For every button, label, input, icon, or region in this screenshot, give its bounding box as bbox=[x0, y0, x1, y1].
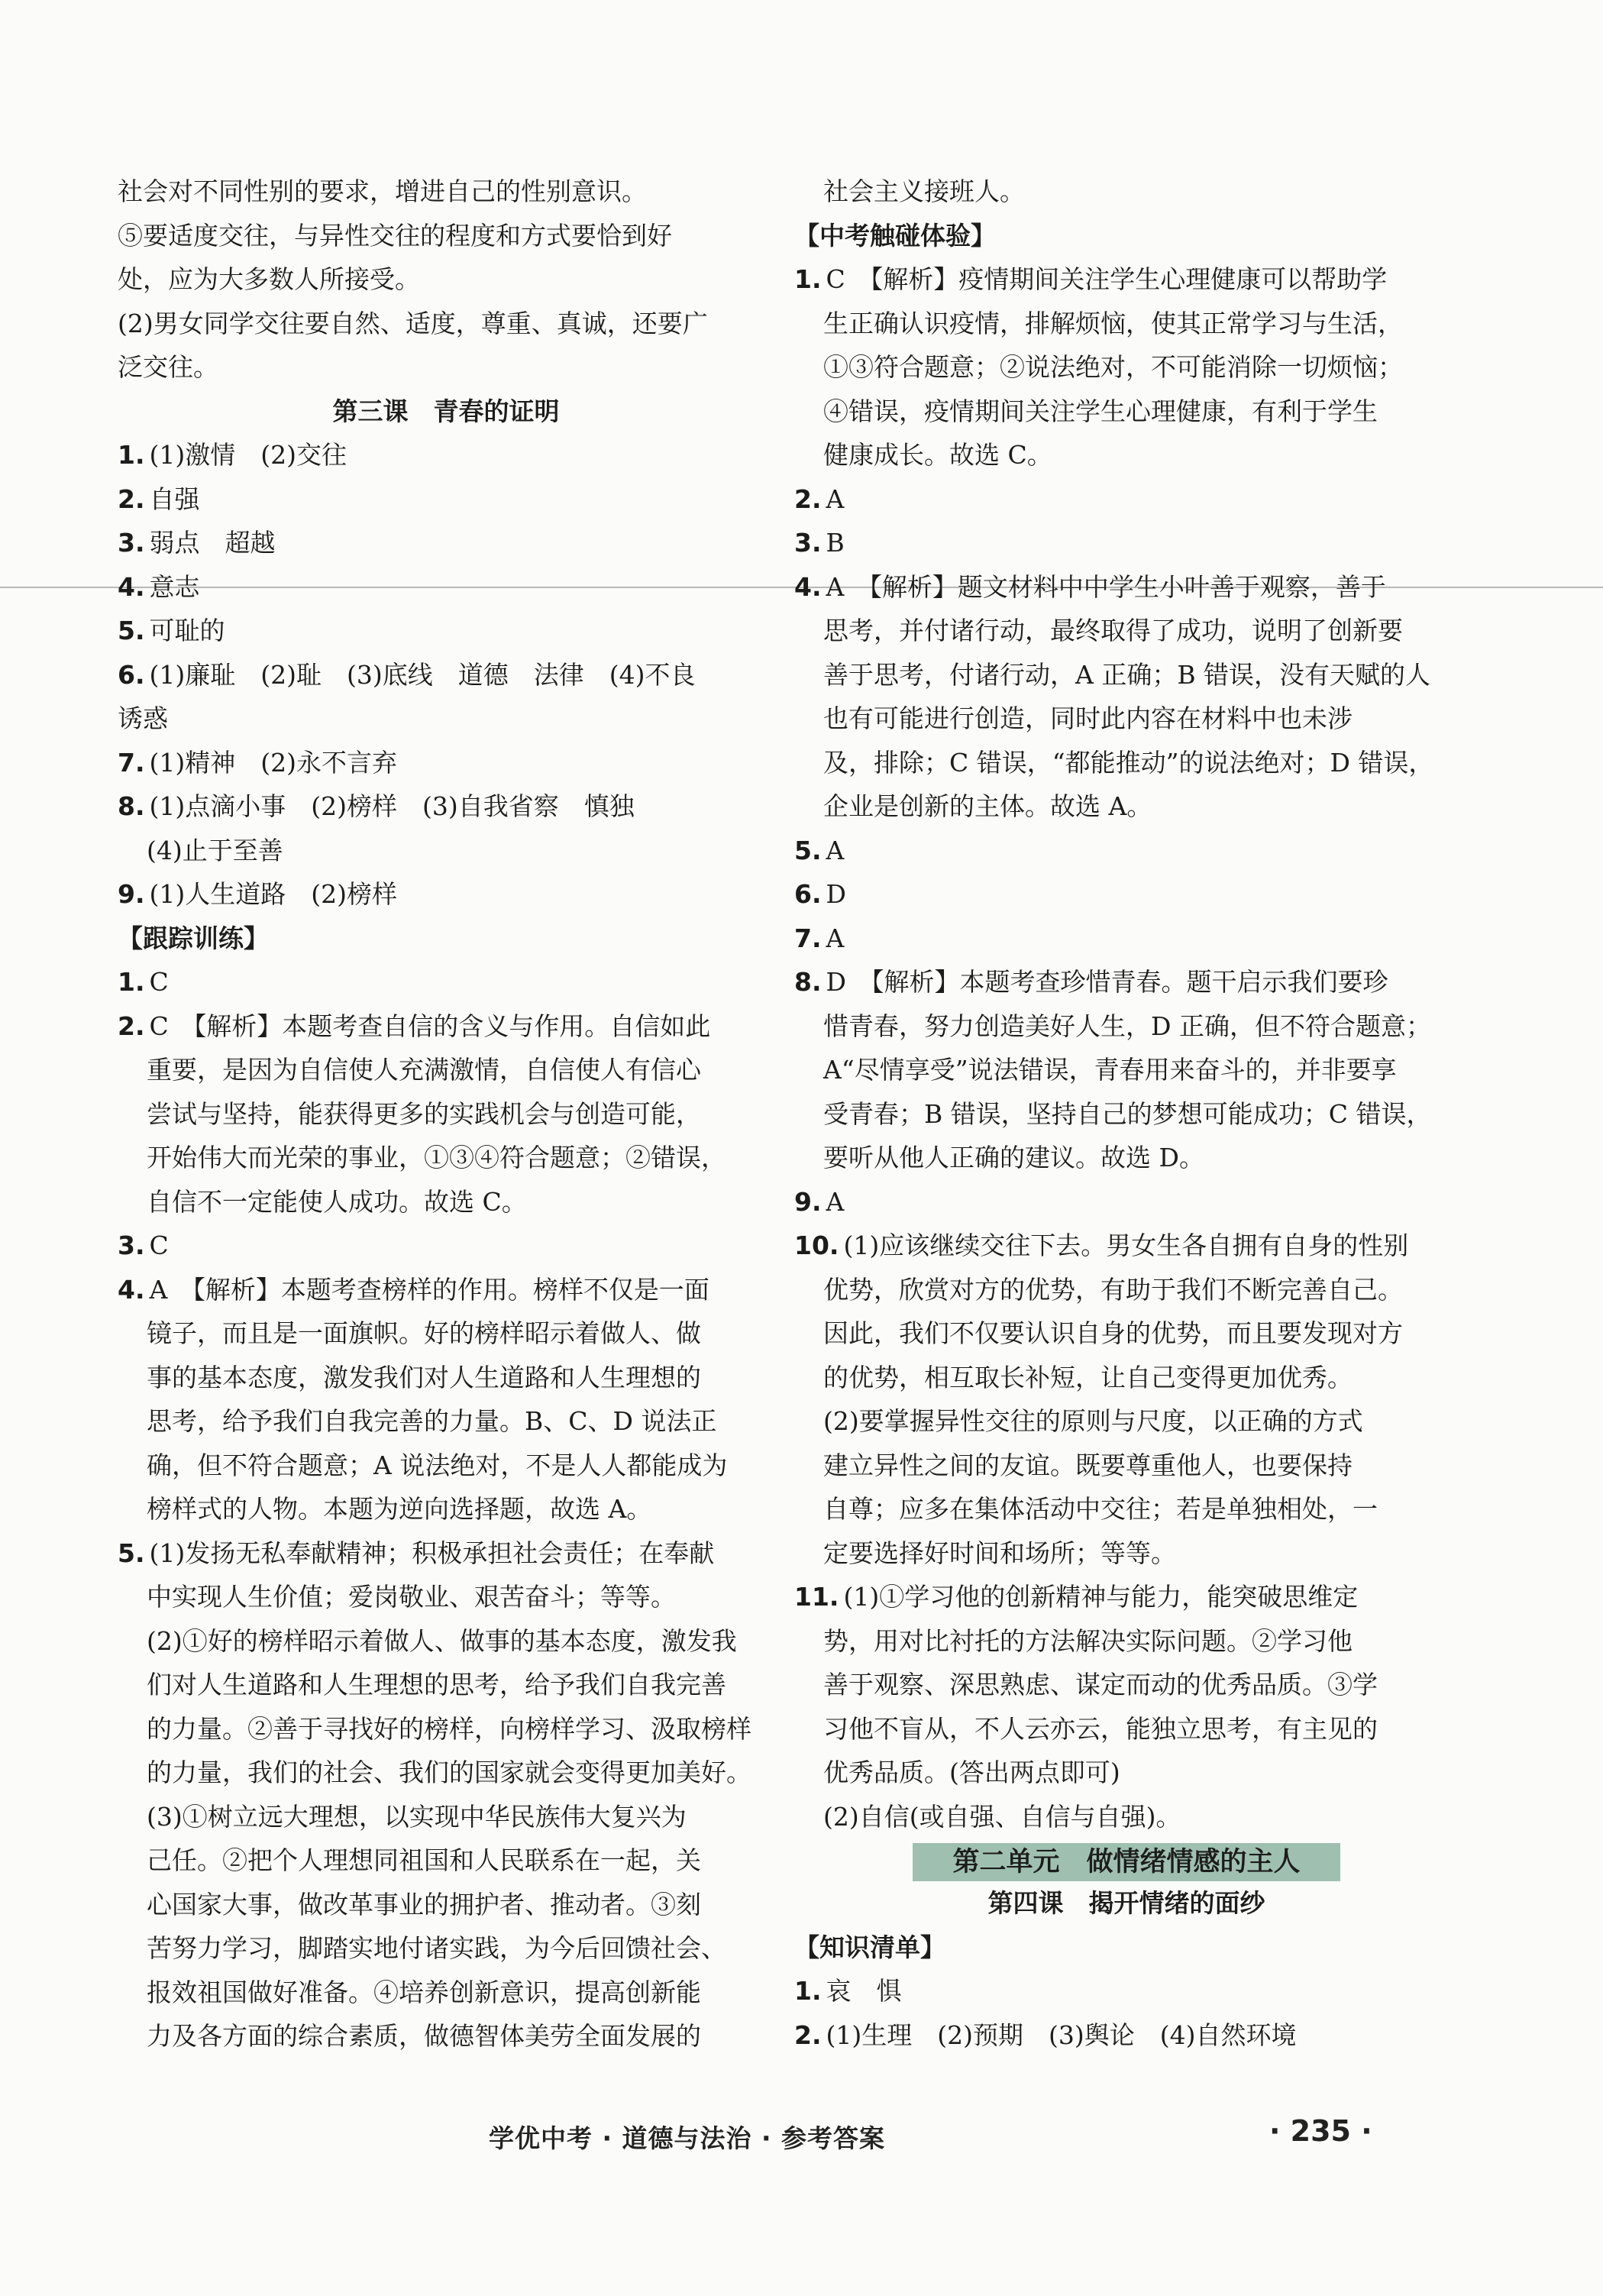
answer-item bbox=[794, 917, 1459, 961]
item-text: A bbox=[826, 835, 845, 865]
item-text: 中实现人生价值；爱岗敬业、艰苦奋斗；等等。 bbox=[147, 1582, 676, 1612]
answer-continuation bbox=[118, 1399, 774, 1444]
answer-continuation bbox=[794, 1136, 1459, 1180]
item-number: 1. bbox=[118, 440, 145, 470]
answer-item bbox=[118, 433, 774, 477]
answer-continuation bbox=[794, 784, 1459, 829]
item-text: 受青春；B 错误，坚持自己的梦想可能成功；C 错误， bbox=[823, 1098, 1432, 1129]
item-text: 自强 bbox=[149, 483, 200, 514]
item-text: 事的基本态度，激发我们对人生道路和人生理想的 bbox=[147, 1362, 701, 1392]
item-text: ④错误，疫情期间关注学生心理健康，有利于学生 bbox=[823, 396, 1378, 426]
answer-continuation bbox=[118, 1487, 774, 1531]
answer-continuation bbox=[118, 1356, 774, 1400]
item-text: (2)自信(或自强、自信与自强)。 bbox=[823, 1801, 1181, 1832]
item-text: A bbox=[826, 923, 845, 953]
answer-continuation bbox=[794, 1707, 1459, 1751]
answer-item bbox=[794, 1575, 1459, 1619]
answer-continuation bbox=[118, 1048, 774, 1092]
item-text: C bbox=[149, 967, 169, 997]
answer-continuation bbox=[118, 1092, 774, 1137]
intro-line: 社会主义接班人。 bbox=[823, 176, 1025, 206]
item-text: 们对人生道路和人生理想的思考，给予我们自我完善 bbox=[147, 1670, 726, 1699]
answer-continuation bbox=[794, 1619, 1459, 1664]
item-number: 8. bbox=[794, 967, 822, 997]
answer-continuation bbox=[118, 1311, 774, 1356]
answer-continuation bbox=[118, 1795, 774, 1839]
item-number: 9. bbox=[794, 1186, 822, 1217]
answer-continuation bbox=[794, 433, 1459, 477]
answer-continuation bbox=[118, 1838, 774, 1883]
item-number: 6. bbox=[118, 659, 145, 690]
answer-item bbox=[118, 1531, 774, 1576]
answer-continuation bbox=[794, 1487, 1459, 1531]
item-text: (1)发扬无私奉献精神；积极承担社会责任；在奉献 bbox=[149, 1538, 715, 1568]
answer-item bbox=[118, 521, 774, 565]
item-text: (2)要掌握异性交往的原则与尺度，以正确的方式 bbox=[823, 1406, 1363, 1436]
item-text: 确，但不符合题意；A 说法绝对，不是人人都能成为 bbox=[147, 1450, 728, 1480]
item-text: 苦努力学习，脚踏实地付诸实践，为今后回馈社会、 bbox=[147, 1933, 726, 1963]
item-text: 定要选择好时间和场所；等等。 bbox=[823, 1538, 1176, 1568]
answer-item bbox=[794, 477, 1459, 522]
answer-continuation bbox=[118, 1751, 774, 1795]
answer-item bbox=[794, 829, 1459, 873]
answer-item bbox=[794, 1224, 1459, 1268]
item-text: (4)止于至善 bbox=[147, 835, 283, 865]
answer-continuation bbox=[794, 1399, 1459, 1444]
item-text: 因此，我们不仅要认识自身的优势，而且要发现对方 bbox=[823, 1318, 1403, 1348]
answer-item bbox=[118, 741, 774, 785]
item-text: 镜子，而且是一面旗帜。好的榜样昭示着做人、做 bbox=[147, 1318, 701, 1348]
unit-title-banner: 第二单元 做情绪情感的主人 bbox=[913, 1843, 1340, 1881]
answer-continuation bbox=[118, 1971, 774, 2015]
item-text: C 【解析】疫情期间关注学生心理健康可以帮助学 bbox=[826, 264, 1388, 294]
answer-continuation bbox=[118, 1883, 774, 1927]
item-number: 2. bbox=[794, 483, 822, 514]
item-text: ①③符合题意；②说法绝对，不可能消除一切烦恼； bbox=[823, 352, 1403, 382]
answer-continuation bbox=[794, 741, 1459, 785]
answer-item bbox=[118, 960, 774, 1004]
item-number: 7. bbox=[118, 747, 145, 778]
answer-item bbox=[118, 609, 774, 653]
item-text: 报效祖国做好准备。④培养创新意识，提高创新能 bbox=[147, 1977, 701, 2007]
answer-item bbox=[794, 257, 1459, 302]
item-text: 的优势，相互取长补短，让自己变得更加优秀。 bbox=[823, 1362, 1353, 1392]
answer-continuation bbox=[118, 1444, 774, 1488]
item-text: 榜样式的人物。本题为逆向选择题，故选 A。 bbox=[147, 1494, 652, 1524]
item-text: (1)应该继续交往下去。男女生各自拥有自身的性别 bbox=[843, 1230, 1409, 1260]
answer-item bbox=[118, 1268, 774, 1312]
answer-continuation bbox=[794, 1444, 1459, 1488]
section-label-checklist: 【知识清单】 bbox=[794, 1932, 945, 1962]
item-number: 2. bbox=[118, 483, 145, 514]
item-number: 9. bbox=[118, 879, 145, 909]
item-text: 开始伟大而光荣的事业，①③④符合题意；②错误， bbox=[147, 1143, 726, 1172]
item-number: 4. bbox=[118, 571, 145, 602]
item-text: 的力量，我们的社会、我们的国家就会变得更加美好。 bbox=[147, 1758, 751, 1787]
item-number: 7. bbox=[794, 923, 822, 953]
section-label-training: 【跟踪训练】 bbox=[118, 923, 269, 953]
item-text: 力及各方面的综合素质，做德智体美劳全面发展的 bbox=[147, 2021, 701, 2051]
item-text: (1)点滴小事 (2)榜样 (3)自我省察 慎独 bbox=[149, 791, 635, 821]
answer-continuation bbox=[794, 653, 1459, 697]
item-text: 自尊；应多在集体活动中交往；若是单独相处，一 bbox=[823, 1494, 1378, 1524]
item-text: A“尽情享受”说法错误，青春用来奋斗的，并非要享 bbox=[823, 1055, 1397, 1085]
answer-continuation bbox=[118, 1180, 774, 1224]
answer-item bbox=[794, 521, 1459, 565]
page-number: · 235 · bbox=[1269, 2114, 1372, 2148]
item-text: 的力量。②善于寻找好的榜样，向榜样学习、汲取榜样 bbox=[147, 1713, 751, 1744]
answer-continuation bbox=[794, 1751, 1459, 1795]
item-text: 重要，是因为自信使人充满激情，自信使人有信心 bbox=[147, 1055, 701, 1085]
item-text: (1)精神 (2)永不言弃 bbox=[149, 747, 397, 778]
item-text: 优势，欣赏对方的优势，有助于我们不断完善自己。 bbox=[823, 1274, 1403, 1305]
item-number: 6. bbox=[794, 879, 822, 909]
intro-line: 泛交往。 bbox=[118, 352, 218, 382]
left-column bbox=[118, 170, 774, 2058]
answer-continuation bbox=[794, 1268, 1459, 1312]
item-text: 诱惑 bbox=[118, 703, 168, 733]
item-text: 可耻的 bbox=[149, 616, 225, 645]
answer-item bbox=[794, 872, 1459, 917]
item-text: (1)人生道路 (2)榜样 bbox=[149, 879, 397, 909]
answer-continuation bbox=[794, 1048, 1459, 1092]
answer-continuation bbox=[794, 697, 1459, 741]
item-text: (3)①树立远大理想，以实现中华民族伟大复兴为 bbox=[147, 1801, 687, 1832]
item-text: 思考，给予我们自我完善的力量。B、C、D 说法正 bbox=[147, 1406, 717, 1436]
item-text: 善于观察、深思熟虑、谋定而动的优秀品质。③学 bbox=[823, 1670, 1378, 1699]
item-text: B bbox=[826, 528, 845, 558]
answer-item bbox=[118, 653, 774, 697]
item-text: 健康成长。故选 C。 bbox=[823, 440, 1052, 470]
item-text: 尝试与坚持，能获得更多的实践机会与创造可能， bbox=[147, 1098, 701, 1129]
item-text: 意志 bbox=[149, 571, 200, 602]
item-text: C bbox=[149, 1230, 169, 1260]
answer-continuation bbox=[118, 1926, 774, 1971]
item-text: A 【解析】题文材料中中学生小叶善于观察，善于 bbox=[826, 571, 1386, 602]
item-number: 4. bbox=[794, 571, 822, 602]
intro-line: 社会对不同性别的要求，增进自己的性别意识。 bbox=[118, 176, 647, 206]
item-text: 建立异性之间的友谊。既要尊重他人，也要保持 bbox=[823, 1450, 1353, 1480]
item-text: (2)①好的榜样昭示着做人、做事的基本态度，激发我 bbox=[147, 1625, 737, 1656]
answer-continuation bbox=[118, 1136, 774, 1180]
answer-continuation bbox=[118, 1707, 774, 1751]
intro-line: 处，应为大多数人所接受。 bbox=[118, 264, 420, 294]
item-text: 生正确认识疫情，排解烦恼，使其正常学习与生活， bbox=[823, 308, 1403, 338]
item-text: A bbox=[826, 1186, 845, 1217]
item-number: 3. bbox=[118, 1230, 145, 1260]
answer-item bbox=[794, 1180, 1459, 1224]
item-text: 企业是创新的主体。故选 A。 bbox=[823, 791, 1152, 821]
answer-continuation bbox=[794, 1311, 1459, 1356]
answer-continuation bbox=[794, 1092, 1459, 1137]
item-number: 2. bbox=[118, 1011, 145, 1041]
item-number: 2. bbox=[794, 2020, 822, 2050]
answer-continuation bbox=[794, 1004, 1459, 1049]
answer-continuation bbox=[794, 390, 1459, 434]
answer-item bbox=[794, 1969, 1459, 2013]
item-number: 1. bbox=[794, 1976, 822, 2006]
answer-continuation bbox=[794, 1356, 1459, 1400]
lesson-title: 第四课 揭开情绪的面纱 bbox=[987, 1888, 1265, 1918]
answer-continuation bbox=[794, 1795, 1459, 1839]
item-number: 5. bbox=[118, 616, 145, 645]
answer-item bbox=[118, 565, 774, 610]
answer-item bbox=[118, 1224, 774, 1268]
item-text: 善于思考，付诸行动，A 正确；B 错误，没有天赋的人 bbox=[823, 659, 1431, 690]
item-text: (1)①学习他的创新精神与能力，能突破思维定 bbox=[843, 1582, 1359, 1612]
item-text: 己任。②把个人理想同祖国和人民联系在一起，关 bbox=[147, 1845, 701, 1875]
answer-continuation bbox=[794, 302, 1459, 346]
item-text: D 【解析】本题考查珍惜青春。题干启示我们要珍 bbox=[826, 967, 1388, 997]
item-number: 5. bbox=[118, 1538, 145, 1568]
item-text: 及，排除；C 错误，“都能推动”的说法绝对；D 错误， bbox=[823, 747, 1434, 778]
item-number: 4. bbox=[118, 1274, 145, 1305]
item-text: D bbox=[826, 879, 846, 909]
right-column bbox=[794, 170, 1459, 2057]
item-number: 3. bbox=[118, 528, 145, 558]
item-text: C 【解析】本题考查自信的含义与作用。自信如此 bbox=[149, 1011, 711, 1041]
answer-continuation bbox=[118, 1663, 774, 1707]
item-number: 8. bbox=[118, 791, 145, 821]
answer-item bbox=[794, 960, 1459, 1004]
item-text: (1)生理 (2)预期 (3)舆论 (4)自然环境 bbox=[826, 2020, 1297, 2050]
item-text: 优秀品质。(答出两点即可) bbox=[823, 1758, 1120, 1787]
item-text: 要听从他人正确的建议。故选 D。 bbox=[823, 1143, 1204, 1172]
answer-item bbox=[118, 872, 774, 917]
answer-item bbox=[118, 477, 774, 522]
item-text: 思考，并付诸行动，最终取得了成功，说明了创新要 bbox=[823, 616, 1403, 645]
answer-continuation bbox=[118, 1575, 774, 1619]
answer-continuation bbox=[118, 829, 774, 873]
answer-continuation bbox=[794, 1531, 1459, 1576]
answer-item bbox=[794, 2013, 1459, 2058]
item-number: 10. bbox=[794, 1230, 839, 1260]
item-text: 自信不一定能使人成功。故选 C。 bbox=[147, 1186, 527, 1217]
item-text: 哀 惧 bbox=[826, 1976, 902, 2006]
section-label-exam: 【中考触碰体验】 bbox=[794, 220, 996, 251]
answer-continuation bbox=[118, 1619, 774, 1664]
item-text: 习他不盲从，不人云亦云，能独立思考，有主见的 bbox=[823, 1713, 1378, 1744]
answer-continuation bbox=[794, 609, 1459, 653]
footer-title: 学优中考 · 道德与法治 · 参考答案 bbox=[489, 2123, 886, 2153]
answer-item bbox=[118, 784, 774, 829]
answer-item bbox=[118, 1004, 774, 1049]
item-text: 惜青春，努力创造美好人生，D 正确，但不符合题意； bbox=[823, 1011, 1431, 1041]
item-text: A bbox=[826, 483, 845, 514]
item-text: A 【解析】本题考查榜样的作用。榜样不仅是一面 bbox=[149, 1274, 709, 1305]
answer-continuation bbox=[794, 345, 1459, 390]
intro-line: (2)男女同学交往要自然、适度，尊重、真诚，还要广 bbox=[118, 308, 708, 338]
item-text: 弱点 超越 bbox=[149, 528, 276, 558]
answer-continuation bbox=[794, 1663, 1459, 1707]
item-number: 11. bbox=[794, 1582, 839, 1612]
intro-line: ⑤要适度交往，与异性交往的程度和方式要恰到好 bbox=[118, 220, 672, 251]
answer-continuation bbox=[118, 697, 774, 741]
item-text: (1)廉耻 (2)耻 (3)底线 道德 法律 (4)不良 bbox=[149, 659, 696, 690]
item-number: 5. bbox=[794, 835, 822, 865]
page-footer bbox=[0, 2114, 1603, 2165]
item-number: 3. bbox=[794, 528, 822, 558]
item-number: 1. bbox=[794, 264, 822, 294]
answer-continuation bbox=[118, 2014, 774, 2058]
item-text: 势，用对比衬托的方法解决实际问题。②学习他 bbox=[823, 1625, 1353, 1656]
item-text: (1)激情 (2)交往 bbox=[149, 440, 347, 470]
item-text: 也有可能进行创造，同时此内容在材料中也未涉 bbox=[823, 703, 1353, 733]
item-number: 1. bbox=[118, 967, 145, 997]
lesson-title: 第三课 青春的证明 bbox=[332, 396, 560, 426]
item-text: 心国家大事，做改革事业的拥护者、推动者。③刻 bbox=[147, 1889, 701, 1919]
answer-item bbox=[794, 565, 1459, 610]
